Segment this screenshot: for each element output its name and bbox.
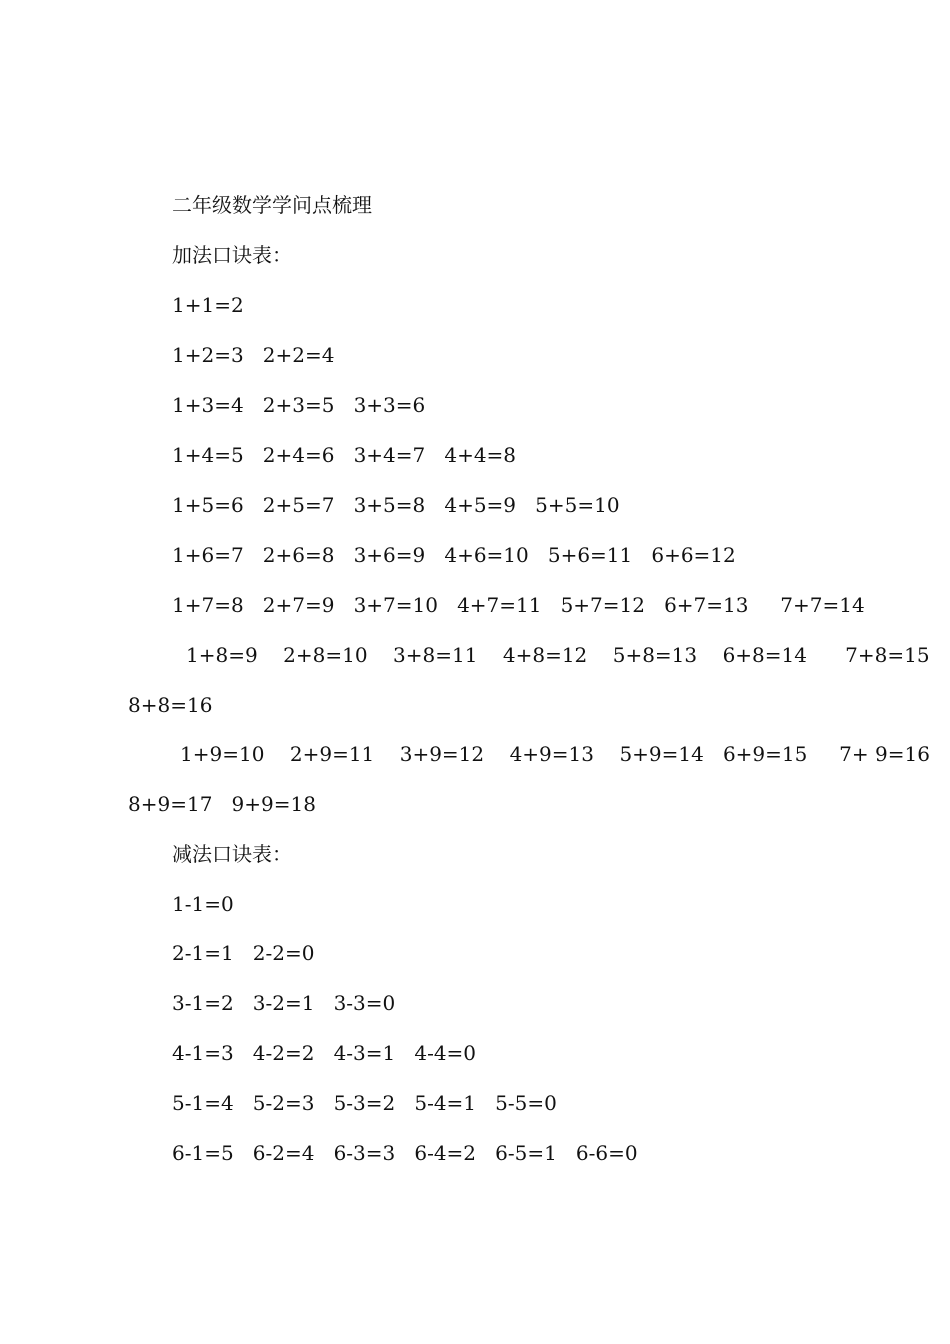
equation: 4+9=13 (509, 742, 594, 766)
equation: 1+9=10 (180, 742, 265, 766)
equation: 6+9=15 (722, 742, 808, 766)
equation: 1+4=5 (172, 443, 244, 467)
equation: 1+5=6 (172, 493, 244, 517)
subtraction-line-4 (172, 1041, 476, 1065)
equation: 4+5=9 (444, 493, 517, 517)
equation: 2+4=6 (262, 443, 335, 467)
equation: 4+6=10 (444, 543, 529, 567)
equation: 3-3=0 (333, 991, 396, 1015)
equation: 6-5=1 (495, 1141, 557, 1165)
equation: 1-1=0 (172, 892, 234, 916)
equation: 4-4=0 (414, 1041, 477, 1065)
equation: 3+9=12 (399, 742, 485, 766)
document-title: 二年级数学学问点梳理 (172, 193, 372, 217)
subtraction-line-6 (172, 1141, 638, 1165)
equation: 2-2=0 (252, 941, 315, 965)
addition-line-1 (172, 293, 244, 317)
equation: 3+7=10 (353, 593, 438, 617)
equation: 6-2=4 (252, 1141, 315, 1165)
equation: 3+6=9 (353, 543, 426, 567)
addition-line-5 (172, 493, 620, 517)
addition-line-11 (128, 792, 316, 816)
equation: 5-2=3 (252, 1091, 315, 1115)
equation: 4-3=1 (333, 1041, 396, 1065)
equation: 2+8=10 (283, 643, 368, 667)
equation: 4-2=2 (252, 1041, 315, 1065)
addition-line-9 (128, 693, 212, 717)
equation: 4-1=3 (172, 1041, 234, 1065)
equation: 5+6=11 (547, 543, 633, 567)
equation: 1+2=3 (172, 343, 244, 367)
equation: 2+7=9 (262, 593, 335, 617)
equation: 5-1=4 (172, 1091, 234, 1115)
equation: 1+7=8 (172, 593, 244, 617)
equation: 2+6=8 (262, 543, 335, 567)
equation: 3-2=1 (252, 991, 315, 1015)
addition-line-6 (172, 543, 736, 567)
equation: 8+9=17 (128, 792, 213, 816)
equation: 6-4=2 (414, 1141, 477, 1165)
equation: 8+8=16 (128, 693, 213, 717)
addition-line-3 (172, 393, 425, 417)
equation: 6-6=0 (575, 1141, 638, 1165)
addition-heading: 加法口诀表： (172, 243, 292, 267)
equation: 5-4=1 (414, 1091, 477, 1115)
addition-line-8 (186, 643, 930, 667)
equation: 1+3=4 (172, 393, 244, 417)
subtraction-line-5 (172, 1091, 557, 1115)
equation: 5+8=13 (612, 643, 698, 667)
addition-line-4 (172, 443, 516, 467)
equation: 4+8=12 (502, 643, 588, 667)
equation: 5+5=10 (535, 493, 620, 517)
equation: 7+7=14 (780, 593, 865, 617)
subtraction-line-3 (172, 991, 395, 1015)
equation: 2+9=11 (289, 742, 375, 766)
equation: 5+9=14 (619, 742, 704, 766)
equation: 3+8=11 (393, 643, 478, 667)
subtraction-line-1 (172, 892, 234, 916)
equation: 4+7=11 (457, 593, 542, 617)
equation: 2+5=7 (262, 493, 335, 517)
equation: 3+3=6 (353, 393, 426, 417)
subtraction-line-2 (172, 941, 314, 965)
equation: 3+4=7 (353, 443, 426, 467)
subtraction-heading: 减法口诀表： (172, 842, 292, 866)
equation: 7+8=15 (845, 643, 930, 667)
equation: 6-3=3 (333, 1141, 396, 1165)
equation: 7+ 9=16 (839, 742, 930, 766)
equation: 3-1=2 (172, 991, 234, 1015)
equation: 6-1=5 (172, 1141, 234, 1165)
addition-line-10 (180, 742, 930, 766)
equation: 9+9=18 (231, 792, 316, 816)
equation: 5-3=2 (333, 1091, 396, 1115)
equation: 2+2=4 (262, 343, 335, 367)
equation: 5-5=0 (495, 1091, 557, 1115)
equation: 1+8=9 (186, 643, 258, 667)
equation: 6+6=12 (651, 543, 736, 567)
equation: 5+7=12 (560, 593, 645, 617)
equation: 4+4=8 (444, 443, 517, 467)
addition-line-7 (172, 593, 865, 617)
equation: 6+7=13 (664, 593, 749, 617)
equation: 2-1=1 (172, 941, 234, 965)
equation: 6+8=14 (722, 643, 807, 667)
equation: 1+6=7 (172, 543, 244, 567)
equation: 3+5=8 (353, 493, 426, 517)
addition-line-2 (172, 343, 334, 367)
equation: 2+3=5 (262, 393, 335, 417)
equation: 1+1=2 (172, 293, 244, 317)
